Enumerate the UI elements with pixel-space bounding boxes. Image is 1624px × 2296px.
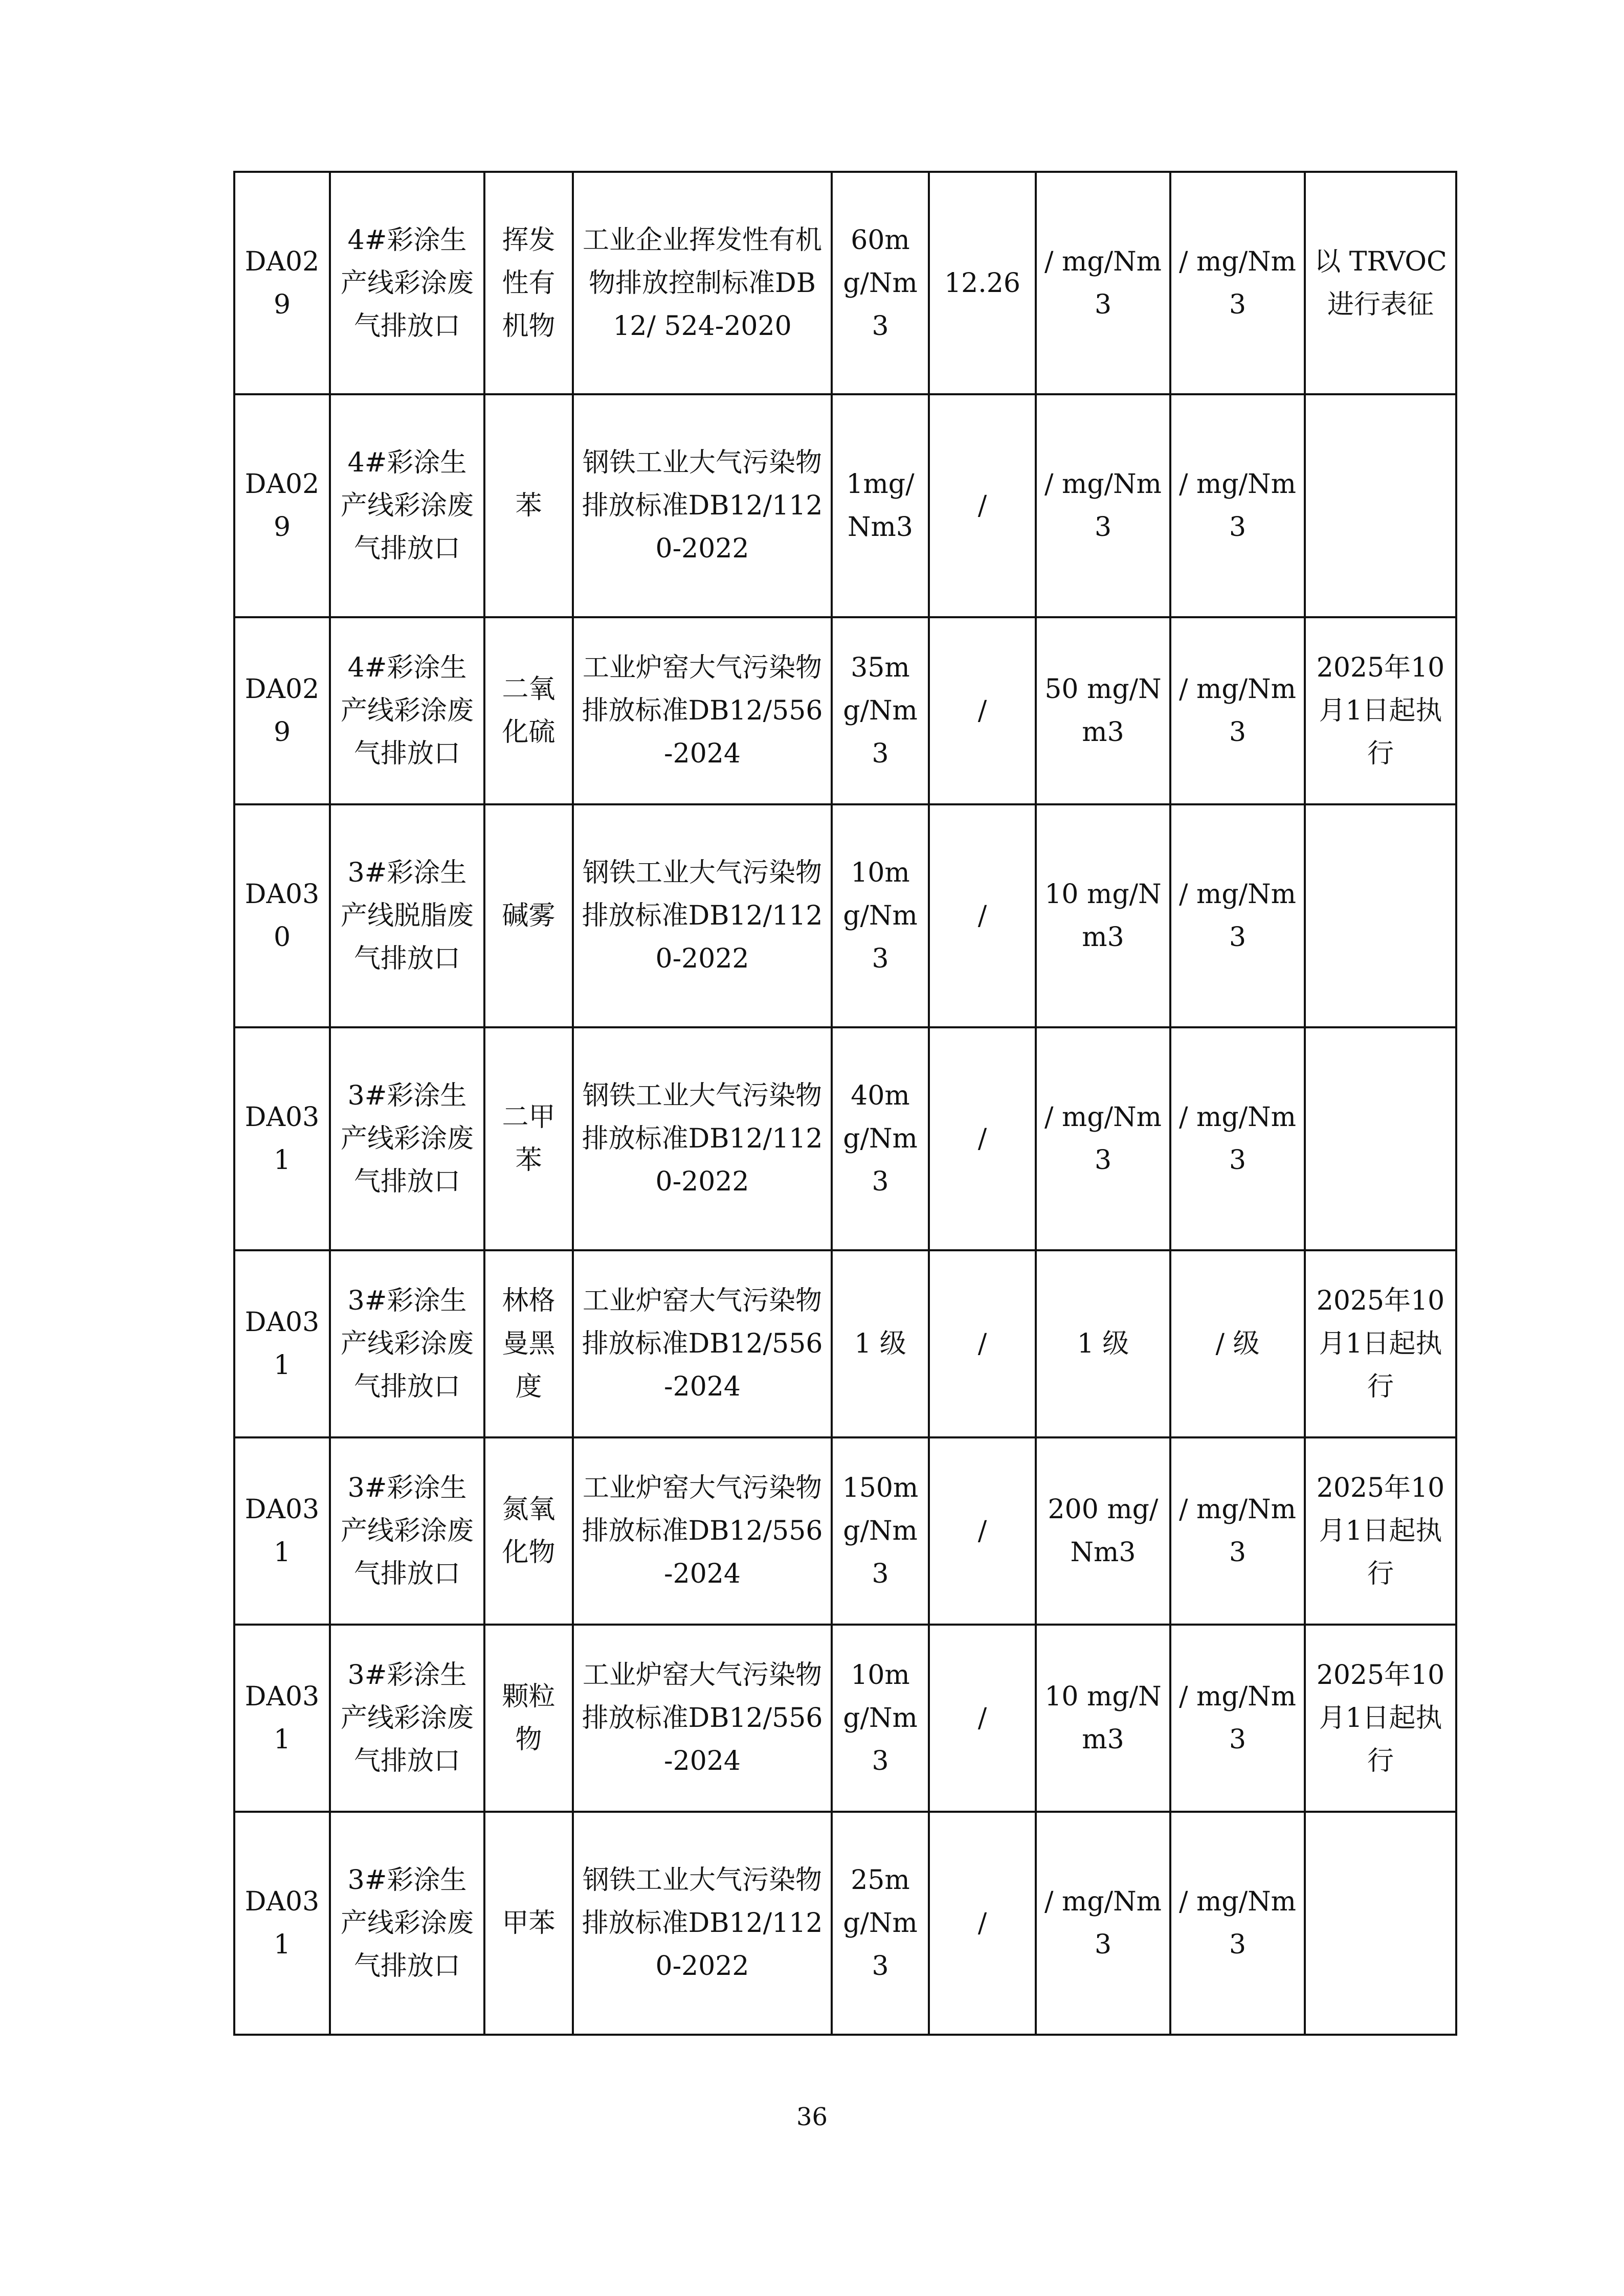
cell-outlet-id: DA031 bbox=[234, 1812, 330, 2035]
cell-pollutant: 氮氧化物 bbox=[484, 1437, 573, 1625]
cell-limit-2: / mg/Nm3 bbox=[1036, 1027, 1170, 1250]
cell-limit-3: / mg/Nm3 bbox=[1170, 1625, 1305, 1812]
table-row bbox=[234, 1625, 1456, 1812]
cell-remark: 2025年10月1日起执行 bbox=[1305, 1250, 1456, 1437]
cell-outlet-id: DA031 bbox=[234, 1027, 330, 1250]
cell-outlet-id: DA029 bbox=[234, 394, 330, 617]
cell-pollutant: 二氧化硫 bbox=[484, 617, 573, 804]
table-row bbox=[234, 1250, 1456, 1437]
cell-rate: / bbox=[929, 1812, 1036, 2035]
table-row bbox=[234, 1437, 1456, 1625]
cell-outlet-id: DA031 bbox=[234, 1625, 330, 1812]
cell-remark bbox=[1305, 1027, 1456, 1250]
cell-outlet-name: 3#彩涂生产线彩涂废气排放口 bbox=[330, 1027, 484, 1250]
cell-limit-3: / mg/Nm3 bbox=[1170, 804, 1305, 1027]
cell-outlet-name: 3#彩涂生产线彩涂废气排放口 bbox=[330, 1812, 484, 2035]
cell-limit-2: / mg/Nm3 bbox=[1036, 1812, 1170, 2035]
cell-limit-2: 50 mg/Nm3 bbox=[1036, 617, 1170, 804]
cell-remark: 2025年10月1日起执行 bbox=[1305, 1625, 1456, 1812]
cell-rate: / bbox=[929, 804, 1036, 1027]
cell-rate: 12.26 bbox=[929, 172, 1036, 394]
cell-limit: 1mg/Nm3 bbox=[832, 394, 929, 617]
cell-remark: 以 TRVOC 进行表征 bbox=[1305, 172, 1456, 394]
cell-standard: 钢铁工业大气污染物排放标准DB12/1120-2022 bbox=[573, 804, 832, 1027]
cell-limit: 40mg/Nm3 bbox=[832, 1027, 929, 1250]
cell-remark bbox=[1305, 804, 1456, 1027]
cell-remark bbox=[1305, 394, 1456, 617]
cell-limit-2: 200 mg/Nm3 bbox=[1036, 1437, 1170, 1625]
cell-outlet-name: 3#彩涂生产线彩涂废气排放口 bbox=[330, 1437, 484, 1625]
cell-outlet-id: DA029 bbox=[234, 172, 330, 394]
cell-remark: 2025年10月1日起执行 bbox=[1305, 1437, 1456, 1625]
cell-outlet-id: DA030 bbox=[234, 804, 330, 1027]
cell-outlet-id: DA031 bbox=[234, 1250, 330, 1437]
cell-remark: 2025年10月1日起执行 bbox=[1305, 617, 1456, 804]
cell-limit: 60mg/Nm3 bbox=[832, 172, 929, 394]
cell-outlet-name: 3#彩涂生产线脱脂废气排放口 bbox=[330, 804, 484, 1027]
cell-limit-3: / mg/Nm3 bbox=[1170, 1812, 1305, 2035]
cell-outlet-id: DA029 bbox=[234, 617, 330, 804]
cell-standard: 工业炉窑大气污染物排放标准DB12/556-2024 bbox=[573, 1625, 832, 1812]
cell-standard: 钢铁工业大气污染物排放标准DB12/1120-2022 bbox=[573, 1812, 832, 2035]
cell-outlet-name: 3#彩涂生产线彩涂废气排放口 bbox=[330, 1625, 484, 1812]
cell-limit: 1 级 bbox=[832, 1250, 929, 1437]
cell-limit-3: / mg/Nm3 bbox=[1170, 394, 1305, 617]
cell-limit-3: / mg/Nm3 bbox=[1170, 172, 1305, 394]
cell-standard: 钢铁工业大气污染物排放标准DB12/1120-2022 bbox=[573, 394, 832, 617]
cell-limit: 150mg/Nm3 bbox=[832, 1437, 929, 1625]
cell-limit-3: / mg/Nm3 bbox=[1170, 1027, 1305, 1250]
cell-pollutant: 颗粒物 bbox=[484, 1625, 573, 1812]
cell-standard: 工业炉窑大气污染物排放标准DB12/556-2024 bbox=[573, 617, 832, 804]
cell-pollutant: 碱雾 bbox=[484, 804, 573, 1027]
page-number: 36 bbox=[796, 2103, 828, 2131]
cell-outlet-id: DA031 bbox=[234, 1437, 330, 1625]
table-body bbox=[234, 172, 1456, 2035]
table-row bbox=[234, 172, 1456, 394]
cell-limit-3: / mg/Nm3 bbox=[1170, 617, 1305, 804]
cell-standard: 钢铁工业大气污染物排放标准DB12/1120-2022 bbox=[573, 1027, 832, 1250]
emission-standards-table bbox=[233, 171, 1457, 2036]
cell-limit-2: / mg/Nm3 bbox=[1036, 172, 1170, 394]
table-row bbox=[234, 804, 1456, 1027]
cell-outlet-name: 4#彩涂生产线彩涂废气排放口 bbox=[330, 617, 484, 804]
cell-limit: 10mg/Nm3 bbox=[832, 1625, 929, 1812]
cell-limit-3: / mg/Nm3 bbox=[1170, 1437, 1305, 1625]
cell-limit-3: / 级 bbox=[1170, 1250, 1305, 1437]
cell-pollutant: 挥发性有机物 bbox=[484, 172, 573, 394]
cell-outlet-name: 3#彩涂生产线彩涂废气排放口 bbox=[330, 1250, 484, 1437]
cell-limit-2: 10 mg/Nm3 bbox=[1036, 1625, 1170, 1812]
cell-standard: 工业炉窑大气污染物排放标准DB12/556-2024 bbox=[573, 1250, 832, 1437]
cell-pollutant: 甲苯 bbox=[484, 1812, 573, 2035]
cell-standard: 工业企业挥发性有机物排放控制标准DB12/ 524-2020 bbox=[573, 172, 832, 394]
cell-pollutant: 林格曼黑度 bbox=[484, 1250, 573, 1437]
cell-limit: 35mg/Nm3 bbox=[832, 617, 929, 804]
table-row bbox=[234, 394, 1456, 617]
cell-rate: / bbox=[929, 1250, 1036, 1437]
table-row bbox=[234, 617, 1456, 804]
cell-limit-2: 1 级 bbox=[1036, 1250, 1170, 1437]
cell-outlet-name: 4#彩涂生产线彩涂废气排放口 bbox=[330, 172, 484, 394]
cell-rate: / bbox=[929, 1027, 1036, 1250]
table-row bbox=[234, 1812, 1456, 2035]
cell-pollutant: 二甲苯 bbox=[484, 1027, 573, 1250]
cell-rate: / bbox=[929, 617, 1036, 804]
cell-outlet-name: 4#彩涂生产线彩涂废气排放口 bbox=[330, 394, 484, 617]
cell-remark bbox=[1305, 1812, 1456, 2035]
cell-pollutant: 苯 bbox=[484, 394, 573, 617]
cell-rate: / bbox=[929, 394, 1036, 617]
cell-limit-2: 10 mg/Nm3 bbox=[1036, 804, 1170, 1027]
cell-limit: 25mg/Nm3 bbox=[832, 1812, 929, 2035]
cell-standard: 工业炉窑大气污染物排放标准DB12/556-2024 bbox=[573, 1437, 832, 1625]
cell-rate: / bbox=[929, 1437, 1036, 1625]
cell-limit-2: / mg/Nm3 bbox=[1036, 394, 1170, 617]
cell-rate: / bbox=[929, 1625, 1036, 1812]
cell-limit: 10mg/Nm3 bbox=[832, 804, 929, 1027]
table-row bbox=[234, 1027, 1456, 1250]
